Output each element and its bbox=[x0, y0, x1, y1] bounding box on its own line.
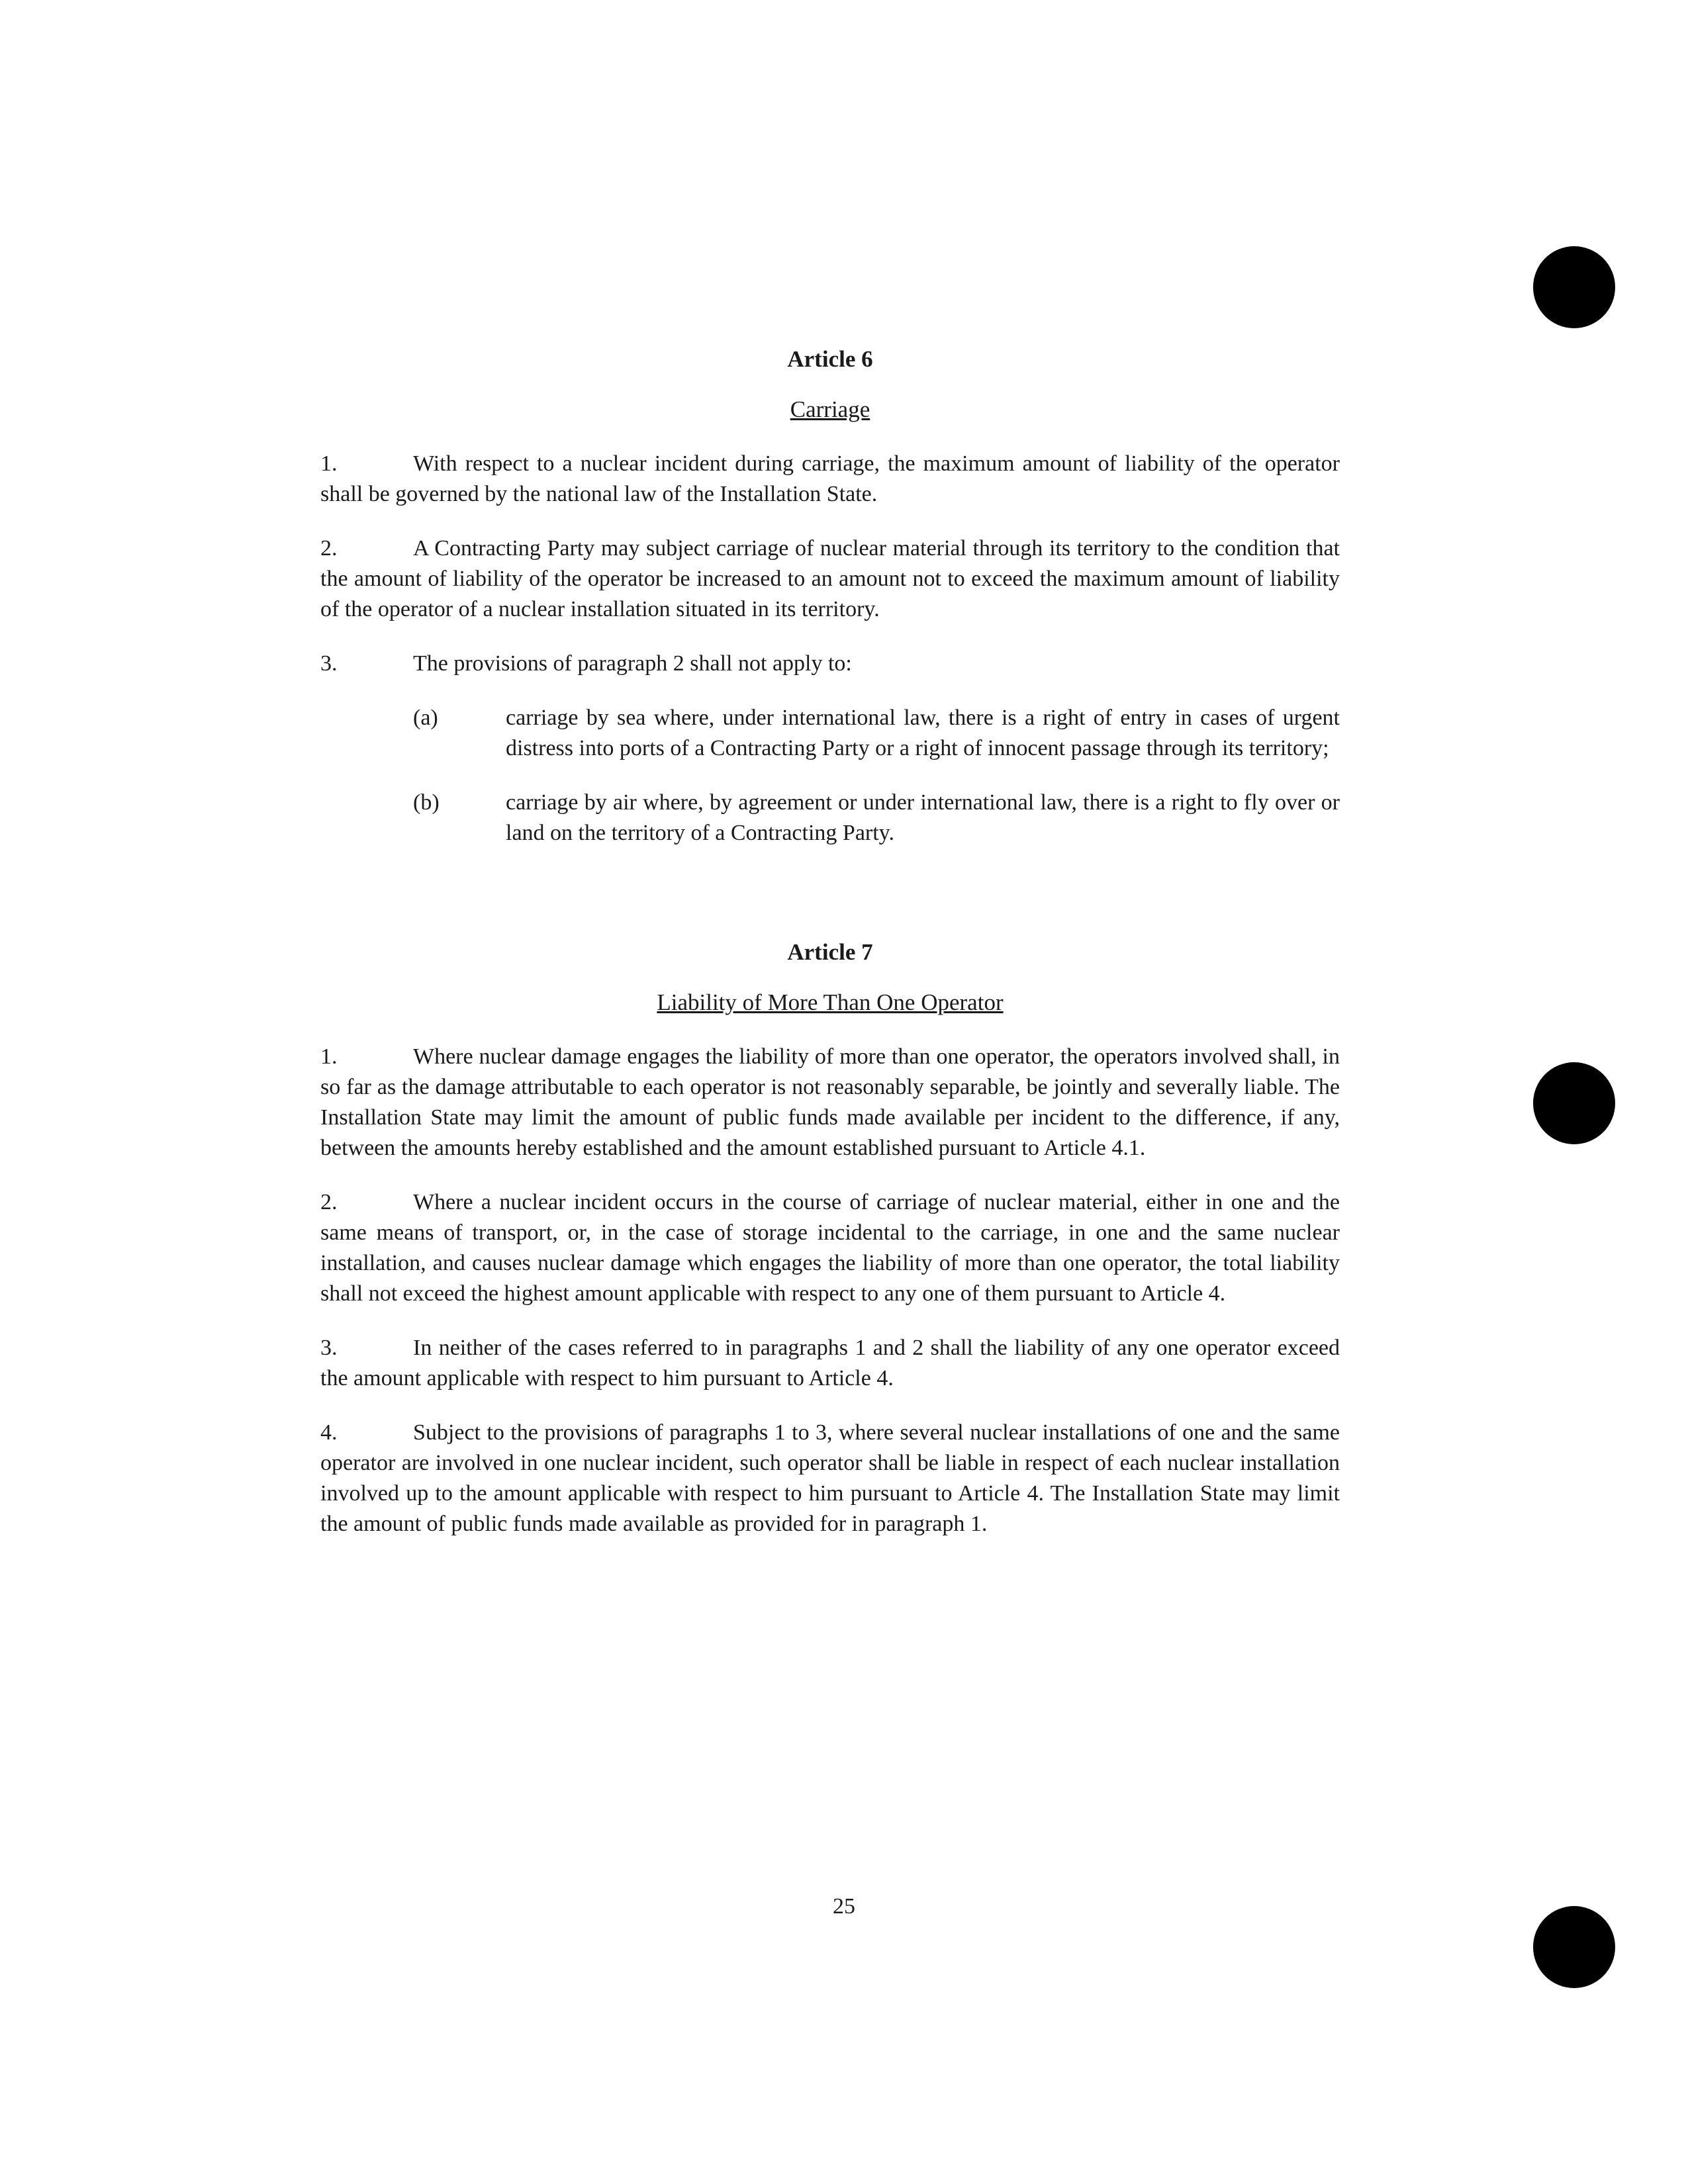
paragraph-number: 2. bbox=[320, 1190, 338, 1214]
paragraph-number: 4. bbox=[320, 1420, 338, 1445]
paragraph-text: The provisions of paragraph 2 shall not apply to: bbox=[413, 651, 852, 676]
paragraph bbox=[320, 1042, 1340, 1163]
punch-hole-top bbox=[1533, 246, 1615, 328]
paragraph-text: Where nuclear damage engages the liability of more than one operator, the operators involved shall, in so far as the damage attributable to each operator is not reasonably separable, be jointly and severally liable. The Installation State may limit the amount of public funds made available per incident to the difference, if any, between the amounts hereby established and the amount established pursuant to Article 4.1. bbox=[320, 1044, 1340, 1160]
article-spacer bbox=[320, 872, 1340, 937]
punch-hole-middle bbox=[1533, 1062, 1615, 1144]
paragraph-text: Where a nuclear incident occurs in the course of carriage of nuclear material, either in one and the same means of transport, or, in the case of storage incidental to the carriage, in one and the same nuclear installation, and causes nuclear damage which engages the liability of more than one operator, the total liability shall not exceed the highest amount applicable with respect to any one of them pursuant to Article 4. bbox=[320, 1190, 1340, 1306]
paragraph bbox=[320, 649, 1340, 679]
paragraph-text: Subject to the provisions of paragraphs 1 to 3, where several nuclear installations of one and the same operator are involved in one nuclear incident, such operator shall be liable in respect of each nuclear installation involved up to the amount applicable with respect to him pursuant to Article 4. The Installation State may limit the amount of public funds made available as provided for in paragraph 1. bbox=[320, 1420, 1340, 1536]
paragraph bbox=[320, 533, 1340, 625]
subparagraph-text: carriage by sea where, under international law, there is a right of entry in cases of urgent distress into ports of a Contracting Party or a right of innocent passage through its territory; bbox=[506, 705, 1340, 760]
subparagraph bbox=[413, 703, 1340, 764]
subparagraph-text: carriage by air where, by agreement or under international law, there is a right to fly over or land on the territory of a Contracting Party. bbox=[506, 790, 1340, 845]
paragraph-number: 3. bbox=[320, 651, 338, 676]
paragraph-number: 1. bbox=[320, 1044, 338, 1069]
article-subtitle: Liability of More Than One Operator bbox=[657, 989, 1004, 1015]
paragraph-number: 1. bbox=[320, 451, 338, 476]
paragraph bbox=[320, 449, 1340, 510]
document-body bbox=[320, 344, 1340, 1563]
article-7 bbox=[320, 937, 1340, 1539]
paragraph bbox=[320, 1333, 1340, 1394]
paragraph-number: 2. bbox=[320, 536, 338, 561]
article-title: Article 7 bbox=[787, 939, 873, 965]
page-number: 25 bbox=[833, 1894, 855, 1919]
subparagraph-label: (b) bbox=[413, 790, 440, 815]
paragraph-text: A Contracting Party may subject carriage of nuclear material through its territory to the condition that the amount of liability of the operator be increased to an amount not to exceed the maximum amount of liability of the operator of a nuclear installation situated in its territory. bbox=[320, 536, 1340, 621]
paragraph-number: 3. bbox=[320, 1336, 338, 1360]
article-6 bbox=[320, 344, 1340, 848]
article-title: Article 6 bbox=[787, 346, 873, 372]
paragraph bbox=[320, 1418, 1340, 1539]
subparagraph bbox=[413, 788, 1340, 848]
paragraph bbox=[320, 1187, 1340, 1309]
paragraph-text: With respect to a nuclear incident during carriage, the maximum amount of liability of the operator shall be governed by the national law of the Installation State. bbox=[320, 451, 1340, 506]
article-subtitle: Carriage bbox=[790, 396, 870, 422]
paragraph-text: In neither of the cases referred to in paragraphs 1 and 2 shall the liability of any one operator exceed the amount applicable with respect to him pursuant to Article 4. bbox=[320, 1336, 1340, 1390]
subparagraph-label: (a) bbox=[413, 705, 438, 730]
